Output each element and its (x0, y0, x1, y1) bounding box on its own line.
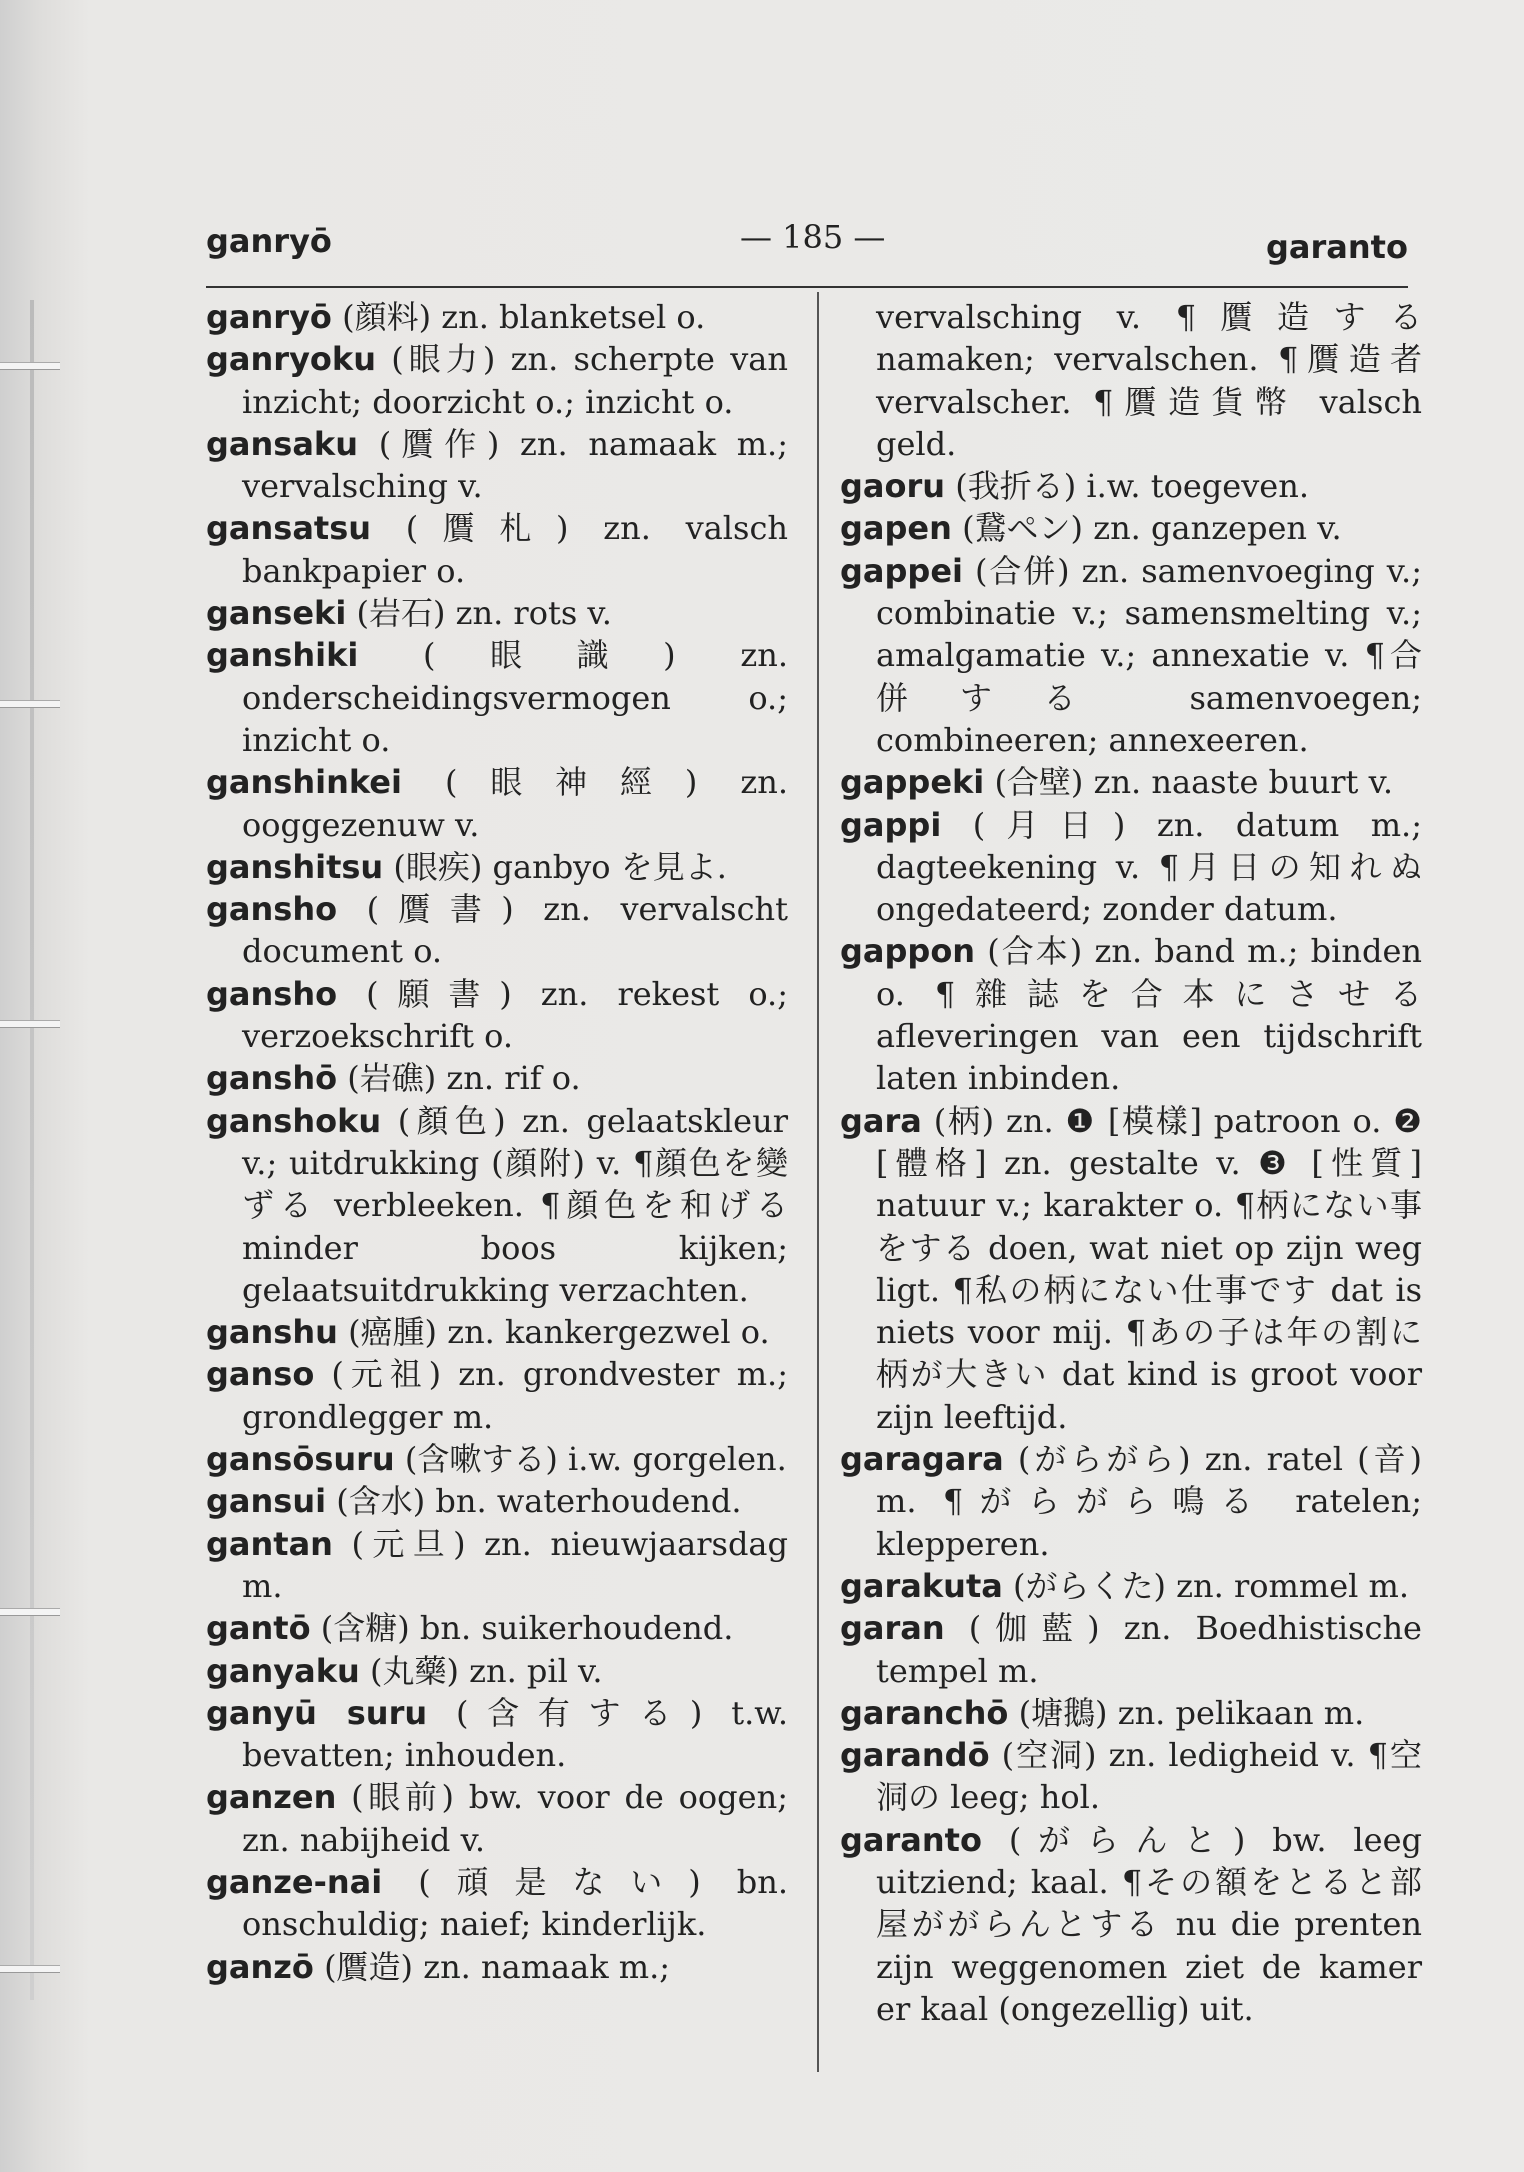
dictionary-entry (840, 296, 1422, 465)
entry-headword: ganso (206, 1355, 315, 1394)
entry-definition: (伽藍) zn. Boedhistische tempel m. (876, 1609, 1422, 1690)
entry-headword: gansatsu (206, 509, 372, 548)
entry-headword: ganzen (206, 1778, 337, 1817)
entry-definition: (柄) zn. ❶ [模樣] patroon o. ❷ [體格] zn. gestalte v. ❸ [性質] natuur v.; karakter o. ¶柄にない事をする doen, wat niet op zijn weg ligt. ¶私の柄にない仕事です dat is niets voor mij. ¶あの子は年の割に柄が大きい dat kind is groot voor zijn leeftijd. (876, 1101, 1422, 1436)
entry-definition: (岩礁) zn. rif o. (347, 1059, 581, 1098)
entry-definition: (合併) zn. samenvoeging v.; combinatie v.; samensmelting v.; amalgamatie v.; annexatie v. ¶合併する samenvoegen; combineeren; annexeeren. (876, 551, 1422, 759)
entry-definition: vervalsching v. ¶贋造する namaken; vervalschen. ¶贋造者 vervalscher. ¶贋造貨幣 valsch geld. (876, 298, 1422, 463)
entry-definition: (癌腫) zn. kankergezwel o. (348, 1313, 770, 1352)
entry-headword: gansaku (206, 424, 358, 463)
entry-definition: (含糖) bn. suikerhoudend. (320, 1609, 734, 1648)
entry-headword: gansōsuru (206, 1440, 395, 1479)
entry-definition: (含有する) t.w. bevatten; inhouden. (242, 1693, 789, 1775)
dictionary-entry (840, 507, 1422, 549)
entry-definition: (贋札) zn. valsch bankpapier o. (242, 509, 788, 590)
entry-definition: (がらんと) bw. leeg uitziend; kaal. ¶その額をとると部屋ががらんとする nu die prenten zijn weggenomen ziet de kamer er kaal (ongezellig) uit. (876, 1820, 1422, 2028)
entry-headword: ganshiki (206, 636, 359, 675)
entry-headword: gapen (840, 509, 952, 548)
entry-headword: ganryoku (206, 340, 376, 379)
entry-definition: (岩石) zn. rots v. (356, 594, 612, 633)
dictionary-entry (206, 1776, 788, 1861)
entry-definition: (含嗽する) i.w. gorgelen. (404, 1440, 787, 1479)
dictionary-entry (840, 1819, 1422, 2030)
entry-definition: (元祖) zn. grondvester m.; grondlegger m. (242, 1355, 788, 1436)
dictionary-entry (206, 1650, 788, 1692)
entry-headword: ganze-nai (206, 1862, 383, 1901)
dictionary-entry (206, 592, 788, 634)
entry-headword: ganshinkei (206, 763, 402, 802)
book-binding (0, 0, 70, 2172)
entry-definition: (元旦) zn. nieuwjaarsdag m. (242, 1524, 788, 1605)
entry-definition: (月日) zn. datum m.; dagteekening v. ¶月日の知れぬ ongedateerd; zonder datum. (876, 805, 1422, 929)
entry-headword: gantō (206, 1609, 311, 1648)
dictionary-entry (206, 973, 788, 1058)
entry-definition: (がらくた) zn. rommel m. (1013, 1566, 1410, 1605)
entry-headword: ganshitsu (206, 847, 384, 886)
entry-headword: gappon (840, 932, 976, 971)
entry-headword: garanchō (840, 1693, 1009, 1732)
entry-headword: garanto (840, 1820, 982, 1859)
entry-headword: ganshu (206, 1313, 338, 1352)
dictionary-entry (206, 1946, 788, 1988)
entry-definition: (願書) zn. rekest o.; verzoekschrift o. (242, 974, 788, 1056)
page-header (206, 218, 1408, 266)
entry-headword: ganryō (206, 298, 332, 336)
entry-headword: gansui (206, 1482, 327, 1521)
dictionary-entry (206, 1607, 788, 1649)
entry-headword: gara (840, 1101, 922, 1140)
dictionary-entry (206, 1523, 788, 1608)
binding-stitch (0, 1608, 60, 1616)
dictionary-entry (206, 1480, 788, 1522)
entry-headword: garan (840, 1609, 945, 1648)
entry-definition: (含水) bn. waterhoudend. (336, 1482, 742, 1521)
entry-headword: gappei (840, 551, 963, 590)
left-column (206, 296, 788, 1988)
entry-headword: ganyaku (206, 1651, 360, 1690)
entry-headword: ganshō (206, 1059, 338, 1098)
dictionary-entry (206, 338, 788, 423)
entry-headword: ganshoku (206, 1101, 382, 1140)
dictionary-entry (206, 1438, 788, 1480)
entry-definition: (眼前) bw. voor de oogen; zn. nabijheid v. (242, 1778, 788, 1859)
entry-headword: gappeki (840, 763, 985, 802)
entry-headword: garagara (840, 1440, 1004, 1479)
binding-stitch (0, 700, 60, 708)
entry-headword: gansho (206, 974, 338, 1013)
dictionary-entry (206, 1311, 788, 1353)
entry-definition: (鵞ペン) zn. ganzepen v. (962, 509, 1342, 548)
entry-headword: ganyū suru (206, 1693, 428, 1732)
entry-definition: (我折る) i.w. toegeven. (955, 467, 1309, 506)
entry-definition: (丸藥) zn. pil v. (369, 1651, 603, 1690)
right-guide-word: garanto (1266, 228, 1408, 266)
entry-definition: (頑是ない) bn. onschuldig; naief; kinderlijk. (242, 1862, 788, 1944)
page-number: — 185 — (740, 218, 886, 256)
dictionary-entry (206, 846, 788, 888)
entry-definition: (塘鵝) zn. pelikaan m. (1018, 1693, 1365, 1732)
dictionary-entry (840, 804, 1422, 931)
entry-definition: (空洞) zn. ledigheid v. ¶空洞の leeg; hol. (876, 1736, 1422, 1817)
dictionary-entry (840, 1100, 1422, 1438)
entry-definition: (顔料) zn. blanketsel o. (342, 298, 706, 336)
entry-headword: ganzō (206, 1947, 314, 1986)
entry-headword: gansho (206, 890, 338, 929)
entry-definition: (眼力) zn. scherpte van inzicht; doorzicht o.; inzicht o. (242, 340, 788, 421)
binding-stitch (0, 1965, 60, 1973)
dictionary-entry (840, 550, 1422, 761)
column-divider (817, 292, 819, 2072)
entry-definition: (がらがら) zn. ratel (音) m. ¶がらがら鳴る ratelen; klepperen. (876, 1440, 1422, 1563)
entry-definition: (合壁) zn. naaste buurt v. (994, 763, 1394, 802)
entry-definition: (顏色) zn. gelaatskleur v.; uitdrukking (顔附) v. ¶顔色を變ずる verbleeken. ¶顔色を和げる minder boos kijken; gelaatsuitdrukking verzachten. (242, 1101, 788, 1309)
dictionary-entry (206, 1692, 788, 1777)
dictionary-entry (206, 888, 788, 973)
dictionary-entry (840, 930, 1422, 1099)
header-rule (206, 286, 1408, 288)
dictionary-entry (840, 1438, 1422, 1565)
dictionary-entry (840, 465, 1422, 507)
right-column (840, 296, 1422, 2030)
dictionary-entry (206, 1057, 788, 1099)
entry-headword: gaoru (840, 467, 946, 506)
dictionary-entry (206, 634, 788, 761)
dictionary-entry (840, 1565, 1422, 1607)
entry-definition: (眼疾) ganbyo を見よ. (393, 847, 727, 886)
entry-definition: (合本) zn. band m.; binden o. ¶雜誌を合本にさせる afleveringen van een tijdschrift laten inbinden. (876, 932, 1422, 1098)
dictionary-entry (840, 761, 1422, 803)
dictionary-entry (840, 1607, 1422, 1692)
binding-stitch (0, 1020, 60, 1028)
entry-definition: (贋作) zn. namaak m.; vervalsching v. (242, 424, 788, 506)
entry-headword: garakuta (840, 1566, 1003, 1605)
dictionary-entry (206, 507, 788, 592)
binding-stitch (0, 362, 60, 370)
entry-headword: gappi (840, 805, 942, 844)
binding-thread (30, 300, 34, 2000)
dictionary-entry (206, 1861, 788, 1946)
left-guide-word: ganryō (206, 222, 332, 260)
dictionary-entry (206, 423, 788, 508)
dictionary-entry (206, 296, 788, 338)
dictionary-entry (840, 1692, 1422, 1734)
entry-headword: gantan (206, 1524, 333, 1563)
dictionary-entry (206, 761, 788, 846)
dictionary-entry (206, 1100, 788, 1311)
dictionary-entry (206, 1353, 788, 1438)
entry-headword: garandō (840, 1736, 990, 1775)
entry-definition: (贋造) zn. namaak m.; (324, 1947, 671, 1986)
entry-definition: (贋書) zn. vervalscht document o. (242, 890, 788, 971)
dictionary-entry (840, 1734, 1422, 1819)
entry-headword: ganseki (206, 594, 347, 633)
entry-definition: (眼神經) zn. ooggezenuw v. (242, 763, 788, 844)
entry-definition: (眼識) zn. onderscheidingsvermogen o.; inzicht o. (242, 636, 788, 759)
